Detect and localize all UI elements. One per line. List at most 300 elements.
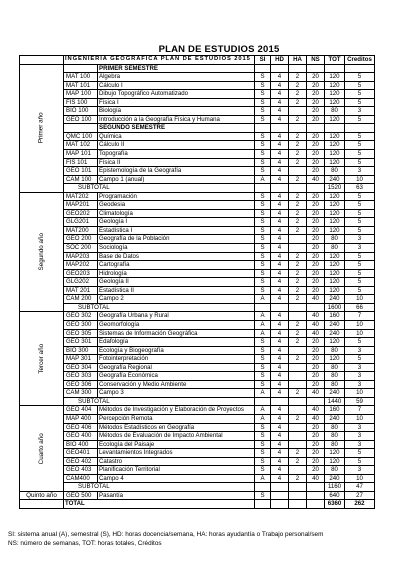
course-total-hours: 120: [325, 132, 345, 141]
table-cell: [20, 500, 64, 509]
course-ns: 40: [307, 329, 325, 338]
course-ns: 40: [307, 175, 325, 184]
course-ha: 2: [289, 192, 307, 201]
course-hd: 4: [271, 252, 289, 261]
course-credits: 3: [345, 423, 375, 432]
course-system: S: [255, 244, 271, 253]
course-credits: 5: [345, 338, 375, 347]
course-ns: 20: [307, 115, 325, 124]
course-row: [20, 440, 375, 449]
course-ha: 2: [289, 81, 307, 90]
course-name: Geografía Regional: [98, 363, 255, 372]
course-total-hours: 120: [325, 158, 345, 167]
course-ha: [289, 167, 307, 176]
table-cell: [255, 303, 271, 312]
course-ha: 2: [289, 295, 307, 304]
course-system: S: [255, 449, 271, 458]
course-ha: 2: [289, 115, 307, 124]
course-hd: 4: [271, 380, 289, 389]
course-name: Física I: [98, 98, 255, 107]
course-ns: 20: [307, 73, 325, 82]
course-system: S: [255, 440, 271, 449]
table-cell: [307, 397, 325, 406]
subtotal-credits: 47: [345, 483, 375, 492]
course-total-hours: 80: [325, 423, 345, 432]
course-code: MAT 201: [64, 286, 98, 295]
course-ha: 2: [289, 141, 307, 150]
course-hd: 4: [271, 295, 289, 304]
course-code: BIO 100: [64, 107, 98, 116]
header-year-cell: [20, 56, 64, 65]
course-ha: [289, 406, 307, 415]
course-name: Pasantía: [98, 491, 255, 500]
course-system: A: [255, 474, 271, 483]
course-credits: 3: [345, 235, 375, 244]
course-ns: [307, 491, 325, 500]
course-name: Geomorfología: [98, 320, 255, 329]
course-ha: 2: [289, 320, 307, 329]
course-row: [20, 320, 375, 329]
course-hd: 4: [271, 218, 289, 227]
course-name: Campo 3: [98, 389, 255, 398]
course-total-hours: 640: [325, 491, 345, 500]
subtotal-label: SUBTOTAL: [64, 483, 255, 492]
header-si: SI: [255, 56, 271, 65]
course-code: MAP202: [64, 261, 98, 270]
course-credits: 3: [345, 432, 375, 441]
course-hd: 4: [271, 286, 289, 295]
course-total-hours: 80: [325, 107, 345, 116]
course-ns: 40: [307, 414, 325, 423]
header-creditos: Creditos: [345, 56, 375, 65]
course-name: Programación: [98, 192, 255, 201]
total-hours: 6360: [325, 500, 345, 509]
course-hd: 4: [271, 115, 289, 124]
course-row: [20, 278, 375, 287]
course-hd: 4: [271, 346, 289, 355]
table-cell: [307, 64, 325, 73]
course-credits: 3: [345, 107, 375, 116]
course-name: Edafología: [98, 338, 255, 347]
course-row: [20, 141, 375, 150]
course-name: Ecología y Biogeografía: [98, 346, 255, 355]
course-code: MAP 301: [64, 355, 98, 364]
course-ha: 2: [289, 252, 307, 261]
course-name: Física II: [98, 158, 255, 167]
course-ns: 20: [307, 269, 325, 278]
course-ha: 2: [289, 338, 307, 347]
course-code: GEO 403: [64, 466, 98, 475]
course-credits: 5: [345, 98, 375, 107]
course-code: MAT200: [64, 226, 98, 235]
course-ha: [289, 440, 307, 449]
course-row: [20, 175, 375, 184]
course-ha: [289, 380, 307, 389]
course-credits: 3: [345, 167, 375, 176]
course-credits: 5: [345, 150, 375, 159]
course-row: [20, 432, 375, 441]
course-row: [20, 269, 375, 278]
course-ha: 2: [289, 261, 307, 270]
course-hd: 4: [271, 132, 289, 141]
semester-name: PRIMER SEMESTRE: [98, 64, 255, 73]
course-row: [20, 167, 375, 176]
course-ns: 20: [307, 286, 325, 295]
course-ns: 20: [307, 363, 325, 372]
course-row: [20, 192, 375, 201]
course-name: Levantamientos Integrados: [98, 449, 255, 458]
course-name: Métodos de Investigación y Elaboración de Proyectos: [98, 406, 255, 415]
course-system: S: [255, 201, 271, 210]
course-system: A: [255, 329, 271, 338]
course-total-hours: 120: [325, 449, 345, 458]
course-credits: 10: [345, 320, 375, 329]
course-row: [20, 115, 375, 124]
course-name: Geología I: [98, 218, 255, 227]
course-credits: 5: [345, 81, 375, 90]
course-code: MAP201: [64, 201, 98, 210]
course-hd: 4: [271, 261, 289, 270]
course-ns: 20: [307, 440, 325, 449]
course-row: [20, 90, 375, 99]
subtotal-label: SUBTOTAL: [64, 397, 255, 406]
course-code: GEO 300: [64, 320, 98, 329]
subtotal-hours: 1520: [325, 184, 345, 193]
course-hd: 4: [271, 141, 289, 150]
curriculum-table: [19, 55, 375, 509]
course-code: SOC 200: [64, 244, 98, 253]
course-system: S: [255, 423, 271, 432]
year-label-text: Segundo año: [37, 233, 45, 271]
course-credits: 5: [345, 286, 375, 295]
course-code: GEO 305: [64, 329, 98, 338]
course-name: Geografía Económica: [98, 372, 255, 381]
year-label-text: Primer año: [37, 112, 45, 144]
course-code: GEO 101: [64, 167, 98, 176]
course-hd: 4: [271, 338, 289, 347]
course-hd: 4: [271, 440, 289, 449]
course-name: Estadística I: [98, 226, 255, 235]
course-row: [20, 158, 375, 167]
course-system: S: [255, 192, 271, 201]
header-program: INGENIERIA GEOGRAFICA PLAN DE ESTUDIOS 2015: [64, 56, 255, 65]
course-system: S: [255, 338, 271, 347]
course-ns: 20: [307, 201, 325, 210]
course-code: CAM 300: [64, 389, 98, 398]
course-hd: 4: [271, 457, 289, 466]
table-cell: [289, 184, 307, 193]
course-total-hours: 120: [325, 209, 345, 218]
course-row: [20, 295, 375, 304]
course-code: MAP203: [64, 252, 98, 261]
course-hd: 4: [271, 244, 289, 253]
course-name: Cálculo II: [98, 141, 255, 150]
course-ns: 20: [307, 81, 325, 90]
table-cell: [289, 483, 307, 492]
course-credits: 27: [345, 491, 375, 500]
course-credits: 5: [345, 73, 375, 82]
course-ha: 2: [289, 218, 307, 227]
subtotal-hours: 1440: [325, 397, 345, 406]
table-cell: [307, 184, 325, 193]
subtotal-hours: 1600: [325, 303, 345, 312]
table-cell: [289, 303, 307, 312]
course-row: [20, 218, 375, 227]
course-system: S: [255, 278, 271, 287]
course-row: [20, 414, 375, 423]
course-ha: [289, 312, 307, 321]
table-cell: [307, 124, 325, 133]
course-credits: 10: [345, 389, 375, 398]
course-credits: 5: [345, 278, 375, 287]
year-label: Quinto año: [20, 491, 64, 500]
course-code: GEO 304: [64, 363, 98, 372]
course-ha: [289, 244, 307, 253]
course-code: GEO 306: [64, 380, 98, 389]
course-ns: 20: [307, 235, 325, 244]
table-cell: [289, 64, 307, 73]
course-system: S: [255, 355, 271, 364]
course-hd: 4: [271, 278, 289, 287]
course-ns: 20: [307, 98, 325, 107]
table-cell: [345, 124, 375, 133]
course-ns: 20: [307, 355, 325, 364]
course-credits: 5: [345, 201, 375, 210]
course-total-hours: 80: [325, 235, 345, 244]
course-system: S: [255, 73, 271, 82]
table-cell: [255, 184, 271, 193]
course-row: [20, 372, 375, 381]
course-ha: [289, 372, 307, 381]
course-name: Algebra: [98, 73, 255, 82]
course-system: S: [255, 491, 271, 500]
course-ha: 2: [289, 175, 307, 184]
course-name: Métodos Estadísticos en Geografía: [98, 423, 255, 432]
course-row: [20, 380, 375, 389]
course-total-hours: 120: [325, 457, 345, 466]
course-hd: 4: [271, 158, 289, 167]
course-system: S: [255, 218, 271, 227]
course-credits: 5: [345, 449, 375, 458]
course-ns: 20: [307, 90, 325, 99]
course-hd: 4: [271, 355, 289, 364]
course-total-hours: 120: [325, 90, 345, 99]
course-total-hours: 80: [325, 432, 345, 441]
course-ha: [289, 363, 307, 372]
course-ns: 40: [307, 295, 325, 304]
course-hd: 4: [271, 423, 289, 432]
course-name: Química: [98, 132, 255, 141]
course-ha: [289, 235, 307, 244]
course-system: S: [255, 372, 271, 381]
course-total-hours: 120: [325, 98, 345, 107]
course-name: Base de Datos: [98, 252, 255, 261]
year-label: [20, 406, 64, 491]
header-ns: NS: [307, 56, 325, 65]
course-ha: 2: [289, 474, 307, 483]
course-system: A: [255, 175, 271, 184]
year-label-text: Cuarto año: [37, 433, 45, 465]
course-code: MAT 100: [64, 73, 98, 82]
course-total-hours: 80: [325, 167, 345, 176]
course-ns: 20: [307, 158, 325, 167]
year-label-text: Tercer año: [37, 344, 45, 374]
course-name: Campo 4: [98, 474, 255, 483]
course-system: A: [255, 406, 271, 415]
course-total-hours: 120: [325, 218, 345, 227]
course-hd: 4: [271, 226, 289, 235]
course-credits: 5: [345, 158, 375, 167]
course-row: [20, 244, 375, 253]
table-cell: [307, 500, 325, 509]
course-total-hours: 80: [325, 244, 345, 253]
table-cell: [255, 397, 271, 406]
course-name: Campo 2: [98, 295, 255, 304]
course-credits: 10: [345, 414, 375, 423]
course-credits: 5: [345, 457, 375, 466]
course-code: GEO 100: [64, 115, 98, 124]
course-total-hours: 160: [325, 406, 345, 415]
course-ha: 2: [289, 355, 307, 364]
course-credits: 5: [345, 252, 375, 261]
course-hd: 4: [271, 235, 289, 244]
table-cell: [307, 303, 325, 312]
total-row: [20, 500, 375, 509]
course-row: [20, 457, 375, 466]
course-code: BIO 400: [64, 440, 98, 449]
course-row: [20, 201, 375, 210]
course-row: [20, 312, 375, 321]
course-credits: 7: [345, 312, 375, 321]
course-system: S: [255, 226, 271, 235]
course-code: CAM 200: [64, 295, 98, 304]
course-system: A: [255, 414, 271, 423]
course-credits: 5: [345, 115, 375, 124]
table-cell: [271, 184, 289, 193]
course-hd: 4: [271, 474, 289, 483]
course-hd: 4: [271, 192, 289, 201]
course-hd: 4: [271, 449, 289, 458]
course-hd: [271, 491, 289, 500]
course-name: Hidrología: [98, 269, 255, 278]
course-total-hours: 120: [325, 252, 345, 261]
course-credits: 10: [345, 474, 375, 483]
subtotal-hours: 1160: [325, 483, 345, 492]
course-code: [64, 124, 98, 133]
course-credits: 3: [345, 440, 375, 449]
course-system: S: [255, 286, 271, 295]
course-credits: 3: [345, 380, 375, 389]
course-row: [20, 209, 375, 218]
course-hd: 4: [271, 466, 289, 475]
course-row: [20, 73, 375, 82]
course-row: [20, 449, 375, 458]
subtotal-label: SUBTOTAL: [64, 303, 255, 312]
semester-header-row: [20, 64, 375, 73]
course-hd: 4: [271, 90, 289, 99]
year-label: [20, 312, 64, 406]
course-code: BIO 300: [64, 346, 98, 355]
course-ns: 40: [307, 474, 325, 483]
course-row: [20, 466, 375, 475]
course-code: GEO 302: [64, 312, 98, 321]
course-name: Biología: [98, 107, 255, 116]
course-name: Climatología: [98, 209, 255, 218]
course-ns: 20: [307, 209, 325, 218]
footnote-line-1: SI: sistema anual (A), semestral (S), HD: horas docencia/semana, HA: horas ayudantía o Trabajo personal/sem: [8, 531, 324, 538]
course-code: GLG202: [64, 278, 98, 287]
course-ha: 2: [289, 278, 307, 287]
course-hd: 4: [271, 329, 289, 338]
table-cell: [255, 124, 271, 133]
course-name: Fotointerpretación: [98, 355, 255, 364]
course-ha: [289, 346, 307, 355]
course-ns: 40: [307, 320, 325, 329]
course-system: S: [255, 209, 271, 218]
course-total-hours: 80: [325, 372, 345, 381]
course-credits: 3: [345, 346, 375, 355]
course-name: Cartografía: [98, 261, 255, 270]
course-system: A: [255, 320, 271, 329]
course-row: [20, 423, 375, 432]
course-system: S: [255, 98, 271, 107]
course-hd: 4: [271, 175, 289, 184]
course-row: [20, 132, 375, 141]
course-ha: 2: [289, 201, 307, 210]
course-ns: 20: [307, 466, 325, 475]
course-row: [20, 329, 375, 338]
course-total-hours: 120: [325, 115, 345, 124]
course-total-hours: 240: [325, 389, 345, 398]
semester-header-row: [20, 124, 375, 133]
course-credits: 5: [345, 90, 375, 99]
course-code: GEO 402: [64, 457, 98, 466]
course-row: [20, 235, 375, 244]
course-hd: 4: [271, 320, 289, 329]
course-row: [20, 286, 375, 295]
course-name: Campo 1 (anual): [98, 175, 255, 184]
course-name: Ecología del Paisaje: [98, 440, 255, 449]
table-cell: [345, 64, 375, 73]
course-code: MAT 101: [64, 81, 98, 90]
table-cell: [271, 303, 289, 312]
course-ha: 2: [289, 457, 307, 466]
course-ns: 20: [307, 244, 325, 253]
course-total-hours: 120: [325, 261, 345, 270]
course-credits: 5: [345, 218, 375, 227]
course-credits: 5: [345, 132, 375, 141]
course-credits: 5: [345, 226, 375, 235]
course-credits: 5: [345, 261, 375, 270]
course-hd: 4: [271, 414, 289, 423]
course-system: S: [255, 432, 271, 441]
course-ns: 20: [307, 380, 325, 389]
year-label: [20, 64, 64, 192]
course-total-hours: 80: [325, 440, 345, 449]
course-ns: 20: [307, 141, 325, 150]
course-name: Geodesia: [98, 201, 255, 210]
course-ha: 2: [289, 150, 307, 159]
course-ha: 2: [289, 389, 307, 398]
table-cell: [255, 483, 271, 492]
course-ha: 2: [289, 132, 307, 141]
course-total-hours: 80: [325, 380, 345, 389]
table-cell: [271, 397, 289, 406]
course-total-hours: 160: [325, 312, 345, 321]
course-total-hours: 120: [325, 278, 345, 287]
course-ha: [289, 432, 307, 441]
course-credits: 3: [345, 363, 375, 372]
